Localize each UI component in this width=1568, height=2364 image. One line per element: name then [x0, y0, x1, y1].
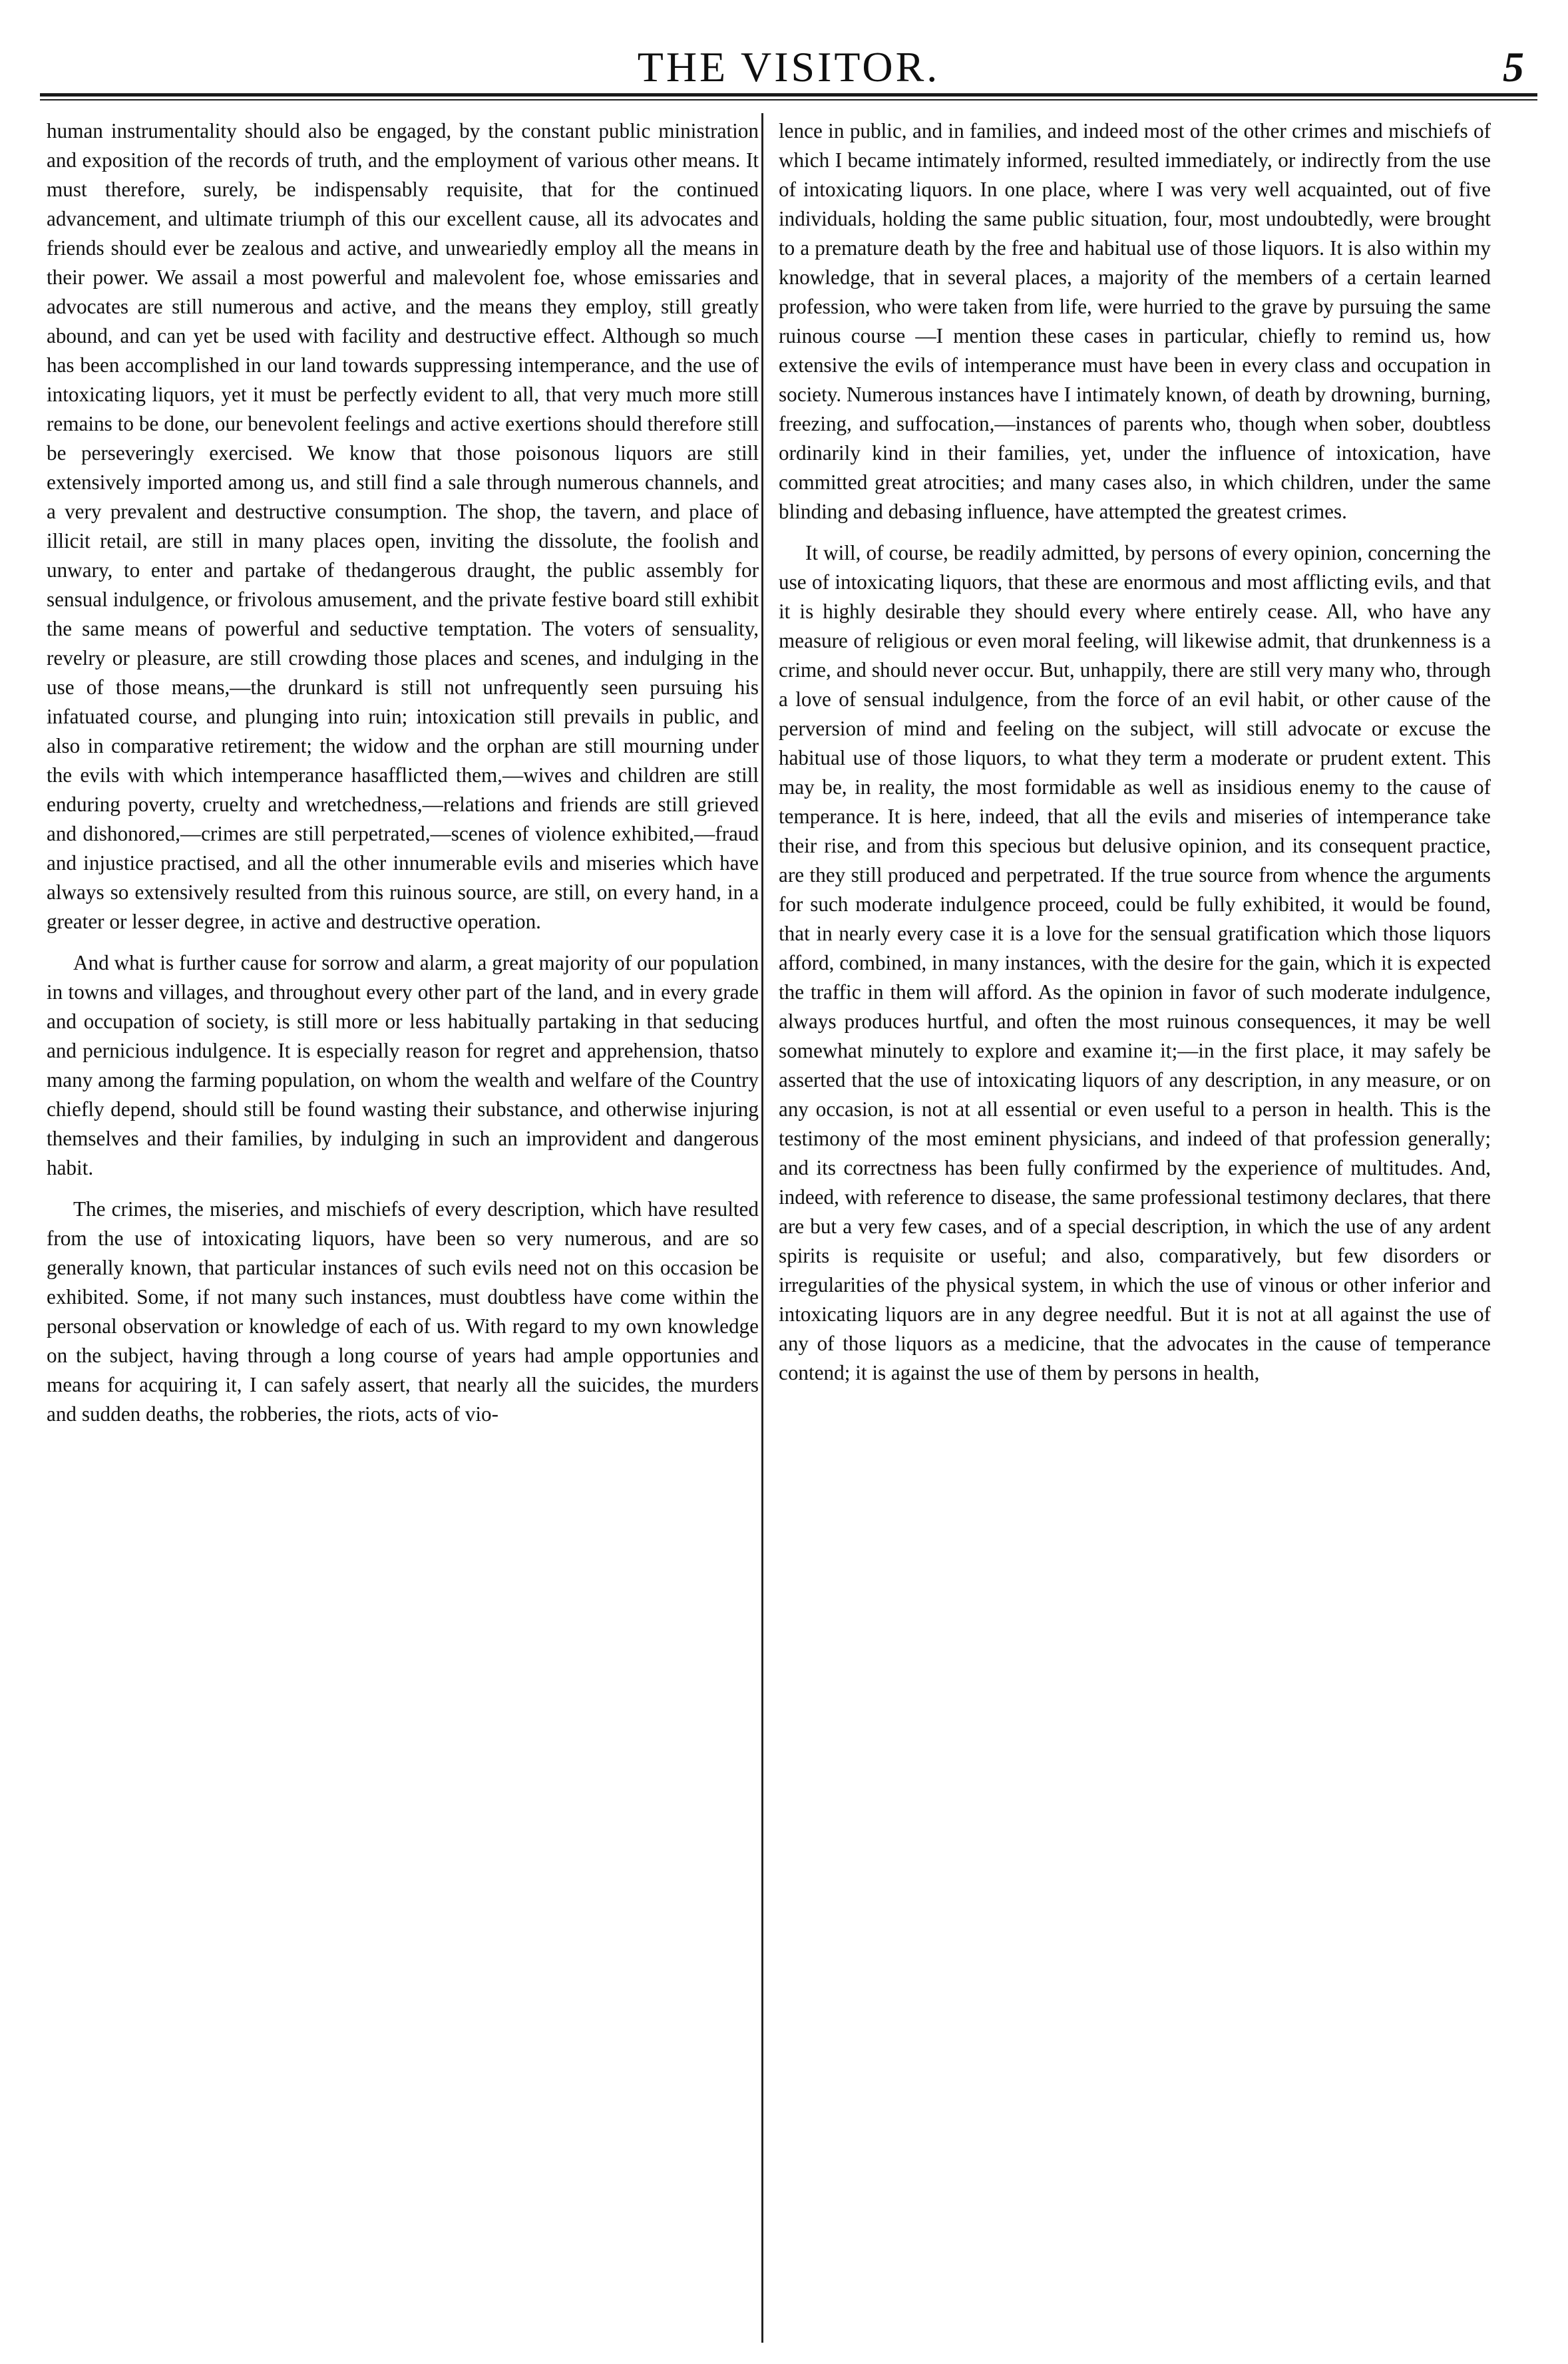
column-divider: [761, 113, 763, 2343]
right-column: [779, 116, 1491, 2339]
right-paragraph-2: It will, of course, be readily admitted, by persons of every opinion, concerning the use of intoxicating liquors, that these are enormous and most afflicting evils, and that it is highly desirable they should every where entirely cease. All, who have any measure of religious or even moral feeling, will likewise admit, that drunkenness is a crime, and should never occur. But, unhappily, there are still very many who, through a love of sensual indulgence, from the force of an evil habit, or other cause of the perversion of mind and feeling on the subject, will still advocate or excuse the habitual use of those liquors, to what they term a moderate or prudent extent. This may be, in reality, the most formidable as well as insidious enemy to the cause of temperance. It is here, indeed, that all the evils and miseries of intemperance take their rise, and from this specious but delusive opinion, and its consequent practice, are they still produced and perpetrated. If the true source from whence the arguments for such moderate indulgence proceed, could be fully exhibited, it would be found, that in nearly every case it is a love for the sensual gratification which those liquors afford, combined, in many instances, with the desire for the gain, which it is expected the traffic in them will afford. As the opinion in favor of such moderate indulgence, always produces hurtful, and often the most ruinous consequences, it may be well somewhat minutely to explore and examine it;—in the first place, it may safely be asserted that the use of intoxicating liquors of any description, in any measure, or on any occasion, is not at all essential or even useful to a person in health. This is the testimony of the most eminent physicians, and indeed of that profession generally; and its correctness has been fully confirmed by the experience of multitudes. And, indeed, with reference to disease, the same professional testimony declares, that there are but a very few cases, and of a special description, in which the use of any ardent spirits is requisite or useful; and also, comparatively, but few disorders or irregularities of the physical system, in which the use of vinous or other inferior and intoxicating liquors are in any degree needful. But it is not at all against the use of any of those liquors as a medicine, that the advocates in the cause of temperance contend; it is against the use of them by persons in health,: [779, 541, 1491, 1384]
page-number: 5: [1503, 43, 1524, 91]
header-rule-thin: [40, 99, 1537, 100]
right-paragraph-1: lence in public, and in families, and indeed most of the other crimes and mischiefs of which I became intimately informed, resulted immediately, or indirectly from the use of intoxicating liquors. In one place, where I was very well acquainted, out of five individuals, holding the same public situation, four, most undoubtedly, were brought to a premature death by the free and habitual use of those liquors. It is also within my knowledge, that in several places, a majority of the members of a certain learned profession, who were taken from life, were hurried to the grave by pursuing the same ruinous course —I mention these cases in particular, chiefly to remind us, how extensive the evils of intemperance must have been in every class and occupation in society. Numerous instances have I intimately known, of death by drowning, burning, freezing, and suffocation,—instances of parents who, though when sober, doubtless ordinarily kind in their families, yet, under the influence of intoxication, have committed great atrocities; and many cases also, in which children, under the same blinding and debasing influence, have attempted the greatest crimes.: [779, 119, 1491, 523]
masthead-title: THE VISITOR.: [637, 43, 940, 91]
left-paragraph-1: human instrumentality should also be engaged, by the constant public ministration and exposition of the records of truth, and the employment of various other means. It must therefore, surely, be indispensably requisite, that for the continued advancement, and ultimate triumph of this our excellent cause, all its advocates and friends should ever be zealous and active, and unweariedly employ all the means in their power. We assail a most powerful and malevolent foe, whose emissaries and advocates are still numerous and active, and the means they employ, still greatly abound, and can yet be used with facility and destructive effect. Although so much has been accomplished in our land towards suppressing intemperance, and the use of intoxicating liquors, yet it must be perfectly evident to all, that very much more still remains to be done, our benevolent feelings and active exertions should therefore still be perseveringly exercised. We know that those poisonous liquors are still extensively imported among us, and still find a sale through numerous channels, and a very prevalent and destructive consumption. The shop, the tavern, and place of illicit retail, are still in many places open, inviting the dissolute, the foolish and unwary, to enter and partake of thedangerous draught, the public assembly for sensual indulgence, or frivolous amusement, and the private festive board still exhibit the same means of powerful and seductive temptation. The voters of sensuality, revelry or pleasure, are still crowding those places and scenes, and indulging in the use of those means,—the drunkard is still not unfrequently seen pursuing his infatuated course, and plunging into ruin; intoxication still prevails in public, and also in comparative retirement; the widow and the orphan are still mourning under the evils with which intemperance hasafflicted them,—wives and children are still enduring poverty, cruelty and wretchedness,—relations and friends are still grieved and dishonored,—crimes are still perpetrated,—scenes of violence exhibited,—fraud and injustice practised, and all the other innumerable evils and miseries which have always so extensively resulted from this ruinous source, are still, on every hand, in a greater or lesser degree, in active and destructive operation.: [47, 119, 759, 933]
left-paragraph-3: The crimes, the miseries, and mischiefs of every description, which have resulted from the use of intoxicating liquors, have been so very numerous, and are so generally known, that particular instances of such evils need not on this occasion be exhibited. Some, if not many such instances, must doubtless have come within the personal observation or knowledge of each of us. With regard to my own knowledge on the subject, having through a long course of years had ample opportunies and means for acquiring it, I can safely assert, that nearly all the suicides, the murders and sudden deaths, the robberies, the riots, acts of vio-: [47, 1197, 759, 1426]
left-column: [47, 116, 759, 2339]
left-paragraph-2: And what is further cause for sorrow and alarm, a great majority of our population in towns and villages, and throughout every other part of the land, and in every grade and occupation of society, is still more or less habitually partaking in that seducing and pernicious indulgence. It is especially reason for regret and apprehension, thatso many among the farming population, on whom the wealth and welfare of the Country chiefly depend, should still be found wasting their substance, and otherwise injuring themselves and their families, by indulging in such an improvident and dangerous habit.: [47, 951, 759, 1179]
header-rule-thick: [40, 93, 1537, 97]
